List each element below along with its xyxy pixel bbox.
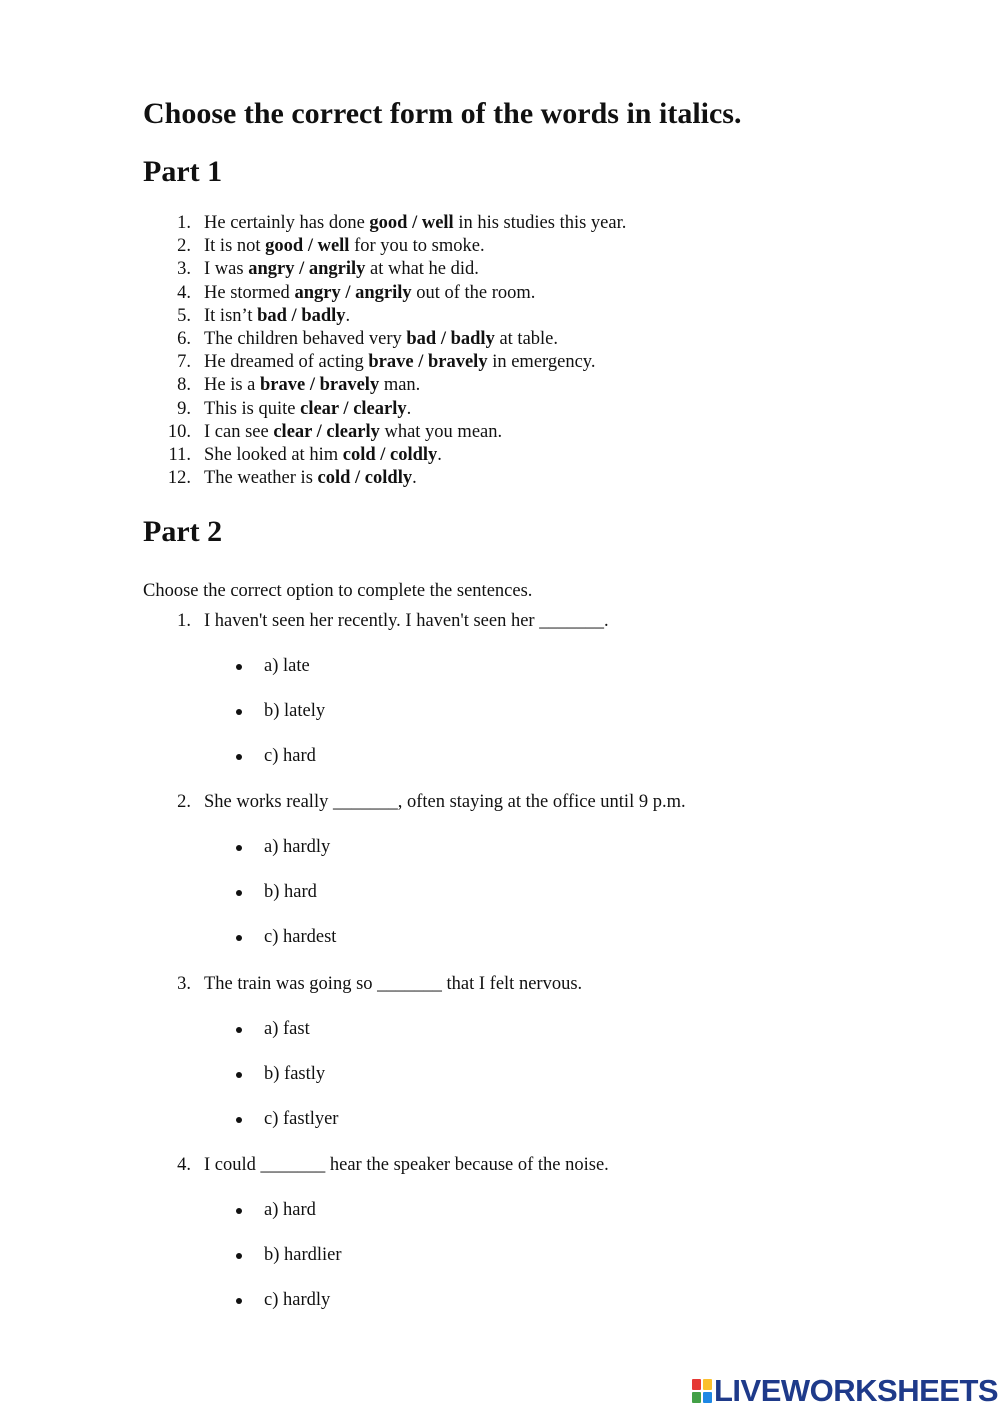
question-line — [143, 609, 903, 633]
sentence-end: . — [345, 305, 351, 326]
bullet-icon — [236, 1117, 242, 1123]
question-number: 4. — [177, 1155, 191, 1175]
part1-item — [143, 212, 843, 235]
choice-option[interactable] — [143, 925, 903, 949]
part1-item — [143, 305, 843, 328]
word-options[interactable]: cold / coldly — [342, 445, 438, 466]
bullet-icon — [236, 1298, 242, 1304]
sentence-start: He stormed — [204, 282, 295, 303]
worksheet-title: Choose the correct form of the words in italics. — [143, 97, 742, 130]
sentence-end: for you to smoke. — [349, 236, 485, 257]
choice-option[interactable] — [143, 1243, 903, 1267]
sentence-start: He certainly has done — [204, 213, 370, 233]
logo-tile-green — [692, 1392, 701, 1403]
word-options[interactable]: brave / bravely — [368, 352, 488, 373]
question-text: She works really _______, often staying at the office until 9 p.m. — [204, 792, 686, 812]
item-number: 9. — [177, 398, 191, 419]
question-text: I could _______ hear the speaker because of the noise. — [204, 1155, 609, 1175]
part1-item — [143, 398, 843, 421]
bullet-icon — [236, 935, 242, 941]
word-options[interactable]: good / well — [265, 236, 350, 257]
choice-label: b) hardlier — [264, 1245, 342, 1265]
sentence-end: at what he did. — [365, 259, 479, 280]
word-options[interactable]: bad / badly — [406, 329, 495, 350]
item-number: 11. — [168, 445, 191, 466]
sentence-start: He dreamed of acting — [204, 352, 369, 373]
logo-wordmark: LIVEWORKSHEETS — [714, 1373, 999, 1408]
choice-list — [143, 835, 903, 949]
item-number: 5. — [177, 305, 191, 326]
sentence-end: in emergency. — [487, 352, 596, 373]
choice-list — [143, 654, 903, 768]
word-options[interactable]: bad / badly — [257, 305, 346, 326]
question-line — [143, 1153, 903, 1177]
part1-item — [143, 421, 843, 444]
choice-label: c) fastlyer — [264, 1109, 339, 1129]
choice-list — [143, 1198, 903, 1312]
bullet-icon — [236, 845, 242, 851]
part1-item — [143, 282, 843, 305]
choice-label: a) late — [264, 656, 310, 676]
item-number: 8. — [177, 375, 191, 396]
logo-tile-yellow — [703, 1379, 712, 1390]
sentence-start: I can see — [204, 421, 274, 442]
item-number: 2. — [177, 236, 191, 257]
liveworksheets-icon — [692, 1379, 712, 1403]
choice-label: a) hard — [264, 1200, 316, 1220]
item-number: 1. — [177, 213, 191, 233]
word-options[interactable]: clear / clearly — [273, 421, 380, 442]
bullet-icon — [236, 754, 242, 760]
question-text: I haven't seen her recently. I haven't seen her _______. — [204, 611, 609, 631]
item-number: 4. — [177, 282, 191, 303]
question-4 — [143, 1153, 903, 1312]
part1-item — [143, 235, 843, 258]
question-line — [143, 972, 903, 996]
sentence-start: It is not — [204, 236, 266, 257]
item-number: 12. — [167, 468, 191, 489]
choice-option[interactable] — [143, 1198, 903, 1222]
word-options[interactable]: angry / angrily — [294, 282, 412, 303]
item-number: 6. — [177, 329, 191, 350]
part2-heading: Part 2 — [143, 515, 223, 548]
sentence-start: She looked at him — [204, 445, 343, 466]
sentence-start: I was — [204, 259, 249, 280]
part1-heading: Part 1 — [143, 155, 223, 188]
choice-label: a) hardly — [264, 837, 331, 857]
choice-option[interactable] — [143, 1017, 903, 1041]
choice-label: c) hardest — [264, 927, 337, 947]
part2-instruction: Choose the correct option to complete the sentences. — [143, 581, 533, 601]
sentence-end: what you mean. — [379, 421, 503, 442]
choice-option[interactable] — [143, 1062, 903, 1086]
choice-option[interactable] — [143, 880, 903, 904]
choice-list — [143, 1017, 903, 1131]
word-options[interactable]: brave / bravely — [260, 375, 380, 396]
bullet-icon — [236, 1072, 242, 1078]
logo-tile-red — [692, 1379, 701, 1390]
question-number: 3. — [177, 974, 191, 994]
question-1 — [143, 609, 903, 768]
liveworksheets-logo — [692, 1374, 998, 1408]
sentence-end: . — [406, 398, 412, 419]
sentence-start: The children behaved very — [204, 329, 407, 350]
sentence-end: . — [412, 468, 417, 489]
bullet-icon — [236, 1027, 242, 1033]
word-options[interactable]: cold / coldly — [317, 468, 413, 489]
choice-label: a) fast — [264, 1019, 310, 1039]
choice-option[interactable] — [143, 835, 903, 859]
choice-label: c) hardly — [264, 1290, 331, 1310]
question-2 — [143, 790, 903, 949]
sentence-end: in his studies this year. — [453, 213, 627, 233]
word-options[interactable]: angry / angrily — [248, 259, 366, 280]
part1-item — [143, 374, 843, 397]
item-number: 7. — [177, 352, 191, 373]
question-number: 2. — [177, 792, 191, 812]
word-options[interactable]: good / well — [369, 213, 454, 233]
question-number: 1. — [177, 611, 191, 631]
bullet-icon — [236, 1253, 242, 1259]
choice-option[interactable] — [143, 744, 903, 768]
part1-list — [143, 212, 843, 490]
item-number: 10. — [167, 421, 191, 442]
choice-label: c) hard — [264, 746, 316, 766]
part1-item — [143, 328, 843, 351]
question-line — [143, 790, 903, 814]
bullet-icon — [236, 664, 242, 670]
part1-item — [143, 258, 843, 281]
logo-tile-blue — [703, 1392, 712, 1403]
bullet-icon — [236, 890, 242, 896]
choice-option[interactable] — [143, 699, 903, 723]
choice-label: b) hard — [264, 882, 317, 902]
choice-label: b) lately — [264, 701, 326, 721]
sentence-end: out of the room. — [411, 282, 536, 303]
part1-item — [143, 467, 843, 490]
choice-option[interactable] — [143, 1107, 903, 1131]
choice-label: b) fastly — [264, 1064, 326, 1084]
choice-option[interactable] — [143, 1288, 903, 1312]
sentence-end: man. — [379, 375, 421, 396]
choice-option[interactable] — [143, 654, 903, 678]
bullet-icon — [236, 1208, 242, 1214]
sentence-end: at table. — [494, 329, 559, 350]
sentence-start: It isn’t — [204, 305, 258, 326]
word-options[interactable]: clear / clearly — [300, 398, 407, 419]
sentence-start: He is a — [204, 375, 260, 396]
part1-item — [143, 351, 843, 374]
question-text: The train was going so _______ that I felt nervous. — [204, 974, 583, 994]
part1-item — [143, 444, 843, 467]
bullet-icon — [236, 709, 242, 715]
item-number: 3. — [177, 259, 191, 280]
sentence-start: This is quite — [204, 398, 301, 419]
sentence-start: The weather is — [204, 468, 318, 489]
question-3 — [143, 972, 903, 1131]
sentence-end: . — [437, 445, 442, 466]
